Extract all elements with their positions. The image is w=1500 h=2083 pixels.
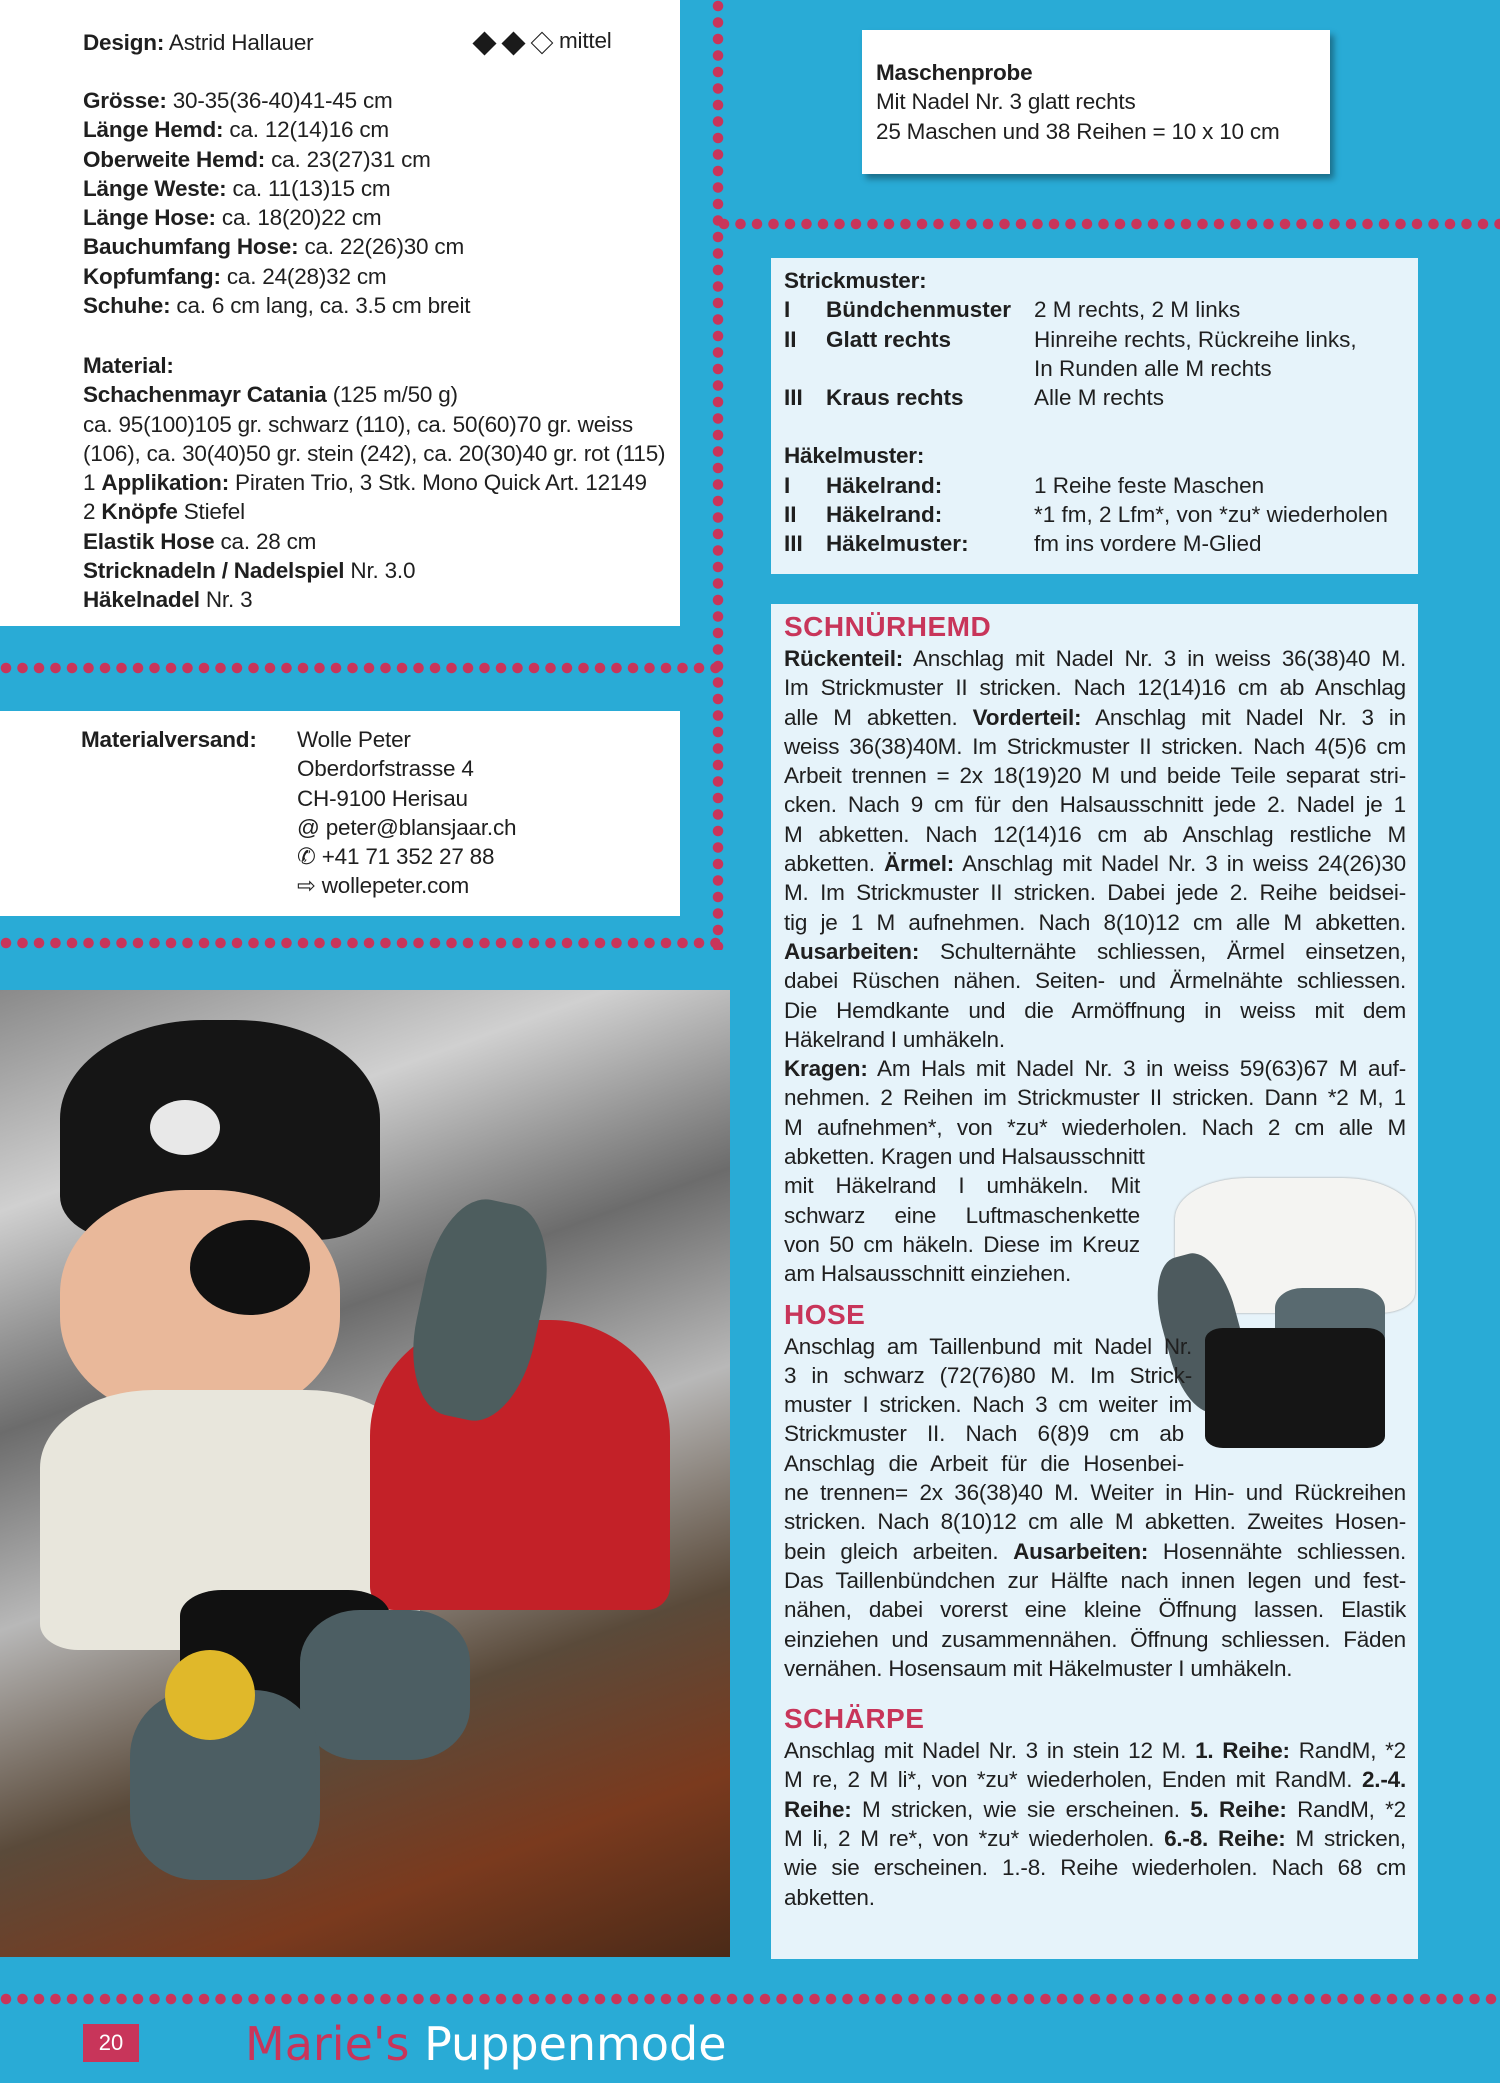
- skull-emblem: [150, 1100, 220, 1155]
- sizes-list: [83, 86, 470, 320]
- design-credit: Design: Astrid Hallauer: [83, 30, 314, 55]
- filled-diamond-icon: [501, 31, 525, 55]
- size-row: Oberweite Hemd: ca. 23(27)31 cm: [83, 146, 431, 172]
- size-row: Länge Hose: ca. 18(20)22 cm: [83, 205, 382, 231]
- pattern-content: [784, 266, 1388, 559]
- pants-instructions: Anschlag am Taillenbund mit Nadel Nr. 3 in schwarz (72(76)80 M. Im Strick- muster I stricken. Nach 3 cm weiter im Strickmuster II. Nach 6(8)9 cm ab Anschlag die Arbeit für die Hosenbei- ne trennen= 2x 36(38)40 M. Weiter in Hin- und Rückreihen stricken. Nach 8(10)12 cm alle M abketten. Zweites Hosen- bein gleich arbeiten. Ausarbeiten: Hosennähte schliessen. Das Taillenbündchen zur Hälfte nach innen legen und fest- nähen, dabei vorerst eine kleine Öffnung lassen. Elastik einziehen und zusammennähen. Öffnung schliessen. Fäden vernähen. Hosensaum mit Häkelmuster I umhäkeln.: [784, 1333, 1406, 1681]
- knit-pattern-heading: Strickmuster:: [784, 268, 927, 293]
- page-number: 20: [83, 2024, 139, 2062]
- sash-instructions: Anschlag mit Nadel Nr. 3 in stein 12 M. 1. Reihe: RandM, *2 M re, 2 M li*, von *zu* wiederholen, Enden mit RandM. 2.-4. Reihe: M stricken, wie sie erscheinen. 5. Reihe: RandM, *2 M li, 2 M re*, von *zu* wiederholen. 6.-8. Reihe: M stricken, wie sie erscheinen. 1.-8. Reihe wiederholen. Nach 68 cm abketten.: [784, 1738, 1406, 1910]
- table-row: III Häkelmuster: fm ins vordere M-Glied: [784, 531, 1262, 557]
- supplier-website-link[interactable]: wollepeter.com: [321, 873, 469, 899]
- arrow-right-icon: ⇨: [297, 873, 316, 899]
- difficulty-label: mittel: [559, 28, 612, 53]
- size-row: Länge Weste: ca. 11(13)15 cm: [83, 175, 391, 201]
- gauge-title: Maschenprobe: [876, 60, 1033, 85]
- doll-face: [60, 1190, 340, 1420]
- supplier-label: Materialversand:: [81, 727, 257, 752]
- shirt-heading: SCHNÜRHEMD: [784, 611, 992, 642]
- filled-diamond-icon: [472, 31, 496, 55]
- dotted-border: [0, 662, 720, 674]
- dotted-border: [718, 218, 1500, 230]
- phone-icon: ✆: [297, 844, 316, 870]
- brand-title: Marie's Puppenmode: [245, 2017, 727, 2071]
- supplier-phone: +41 71 352 27 88: [321, 844, 495, 870]
- grey-boot: [300, 1610, 470, 1760]
- table-row: II Glatt rechts Hinreihe rechts, Rückreihe links, In Runden alle M rechts: [784, 326, 1357, 381]
- table-row: I Häkelrand: 1 Reihe feste Maschen: [784, 472, 1265, 498]
- email-icon: @: [297, 814, 320, 840]
- supplier-email[interactable]: peter@blansjaar.ch: [325, 814, 517, 840]
- empty-diamond-icon: [531, 32, 554, 55]
- size-row: Schuhe: ca. 6 cm lang, ca. 3.5 cm breit: [83, 293, 471, 319]
- knit-pattern-table: [784, 295, 1357, 412]
- table-row: II Häkelrand: *1 fm, 2 Lfm*, von *zu* wiederholen: [784, 502, 1388, 528]
- dotted-border: [0, 937, 720, 949]
- crochet-pattern-heading: Häkelmuster:: [784, 443, 925, 469]
- sash-heading: SCHÄRPE: [784, 1703, 925, 1735]
- size-row: Bauchumfang Hose: ca. 22(26)30 cm: [83, 234, 465, 260]
- size-row: Kopfumfang: ca. 24(28)32 cm: [83, 263, 387, 289]
- crochet-pattern-table: [784, 471, 1388, 559]
- size-row: Länge Hemd: ca. 12(14)16 cm: [83, 117, 389, 143]
- instructions-content: [784, 610, 1406, 1912]
- gold-coin: [165, 1650, 255, 1740]
- dotted-border: [712, 0, 724, 950]
- eye-patch: [190, 1220, 310, 1315]
- doll-photo: [0, 990, 730, 1957]
- table-row: III Kraus rechts Alle M rechts: [784, 385, 1165, 411]
- gauge-text: Maschenprobe Mit Nadel Nr. 3 glatt rechts 25 Maschen und 38 Reihen = 10 x 10 cm: [876, 60, 1280, 144]
- pants-heading: HOSE: [784, 1298, 866, 1330]
- dotted-border: [0, 1993, 1500, 2005]
- material-list: Material: Schachenmayr Catania (125 m/50 g) ca. 95(100)105 gr. schwarz (110), ca. 50(60)70 gr. weiss (106), ca. 30(40)50 gr. stein (242), ca. 20(30)40 gr. rot (115) 1 Applikation: Piraten Trio, 3 Stk. Mono Quick Art. 12149 2 Knöpfe Stiefel Elastik Hose ca. 28 cm Stricknadeln / Nadelspiel Nr. 3.0 Häkelnadel Nr. 3: [83, 353, 666, 613]
- table-row: I Bündchenmuster 2 M rechts, 2 M links: [784, 297, 1241, 323]
- supplier-address: Wolle Peter Oberdorfstrasse 4 CH-9100 Herisau @ peter@blansjaar.ch ✆ +41 71 352 27 88 ⇨ wollepeter.com: [297, 727, 517, 899]
- size-row: Grösse: 30-35(36-40)41-45 cm: [83, 88, 393, 113]
- shirt-instructions: Rückenteil: Anschlag mit Nadel Nr. 3 in weiss 36(38)40 M. Im Strickmuster II stricken. Nach 12(14)16 cm ab Anschlag alle M abketten. Vorderteil: Anschlag mit Nadel Nr. 3 in weiss 36(38)40M. Im Strickmuster II stricken. Nach 4(5)6 cm Arbeit trennen = 2x 18(19)20 M und beide Teile separat stri- cken. Nach 9 cm für den Halsausschnitt jede 2. Nadel je 1 M abketten. Nach 12(14)16 cm ab Anschlag restliche M abketten. Ärmel: Anschlag mit Nadel Nr. 3 in weiss 24(26)30 M. Im Strickmuster II stricken. Dabei jede 2. Reihe beidsei- tig je 1 M aufnehmen. Nach 8(10)12 cm alle M abketten. Ausarbeiten: Schulternähte schliessen, Ärmel einsetzen, dabei Rüschen nähen. Seiten- und Ärmelnähte schliessen. Die Hemdkante und die Armöffnung in weiss mit dem Häkelrand I umhäkeln. Kragen: Am Hals mit Nadel Nr. 3 in weiss 59(63)67 M auf- nehmen. 2 Reihen im Strickmuster II stricken. Dann *2 M, 1 M aufnehmen*, von *zu* wiederholen. Nach 2 cm alle M abketten. Kragen und Halsausschnitt mit Häkelrand I umhäkeln. Mit schwarz eine Luftmaschenkette von 50 cm häkeln. Diese im Kreuz am Halsausschnitt einziehen.: [784, 646, 1406, 1287]
- difficulty-rating: [470, 28, 556, 58]
- material-heading: Material:: [83, 353, 174, 378]
